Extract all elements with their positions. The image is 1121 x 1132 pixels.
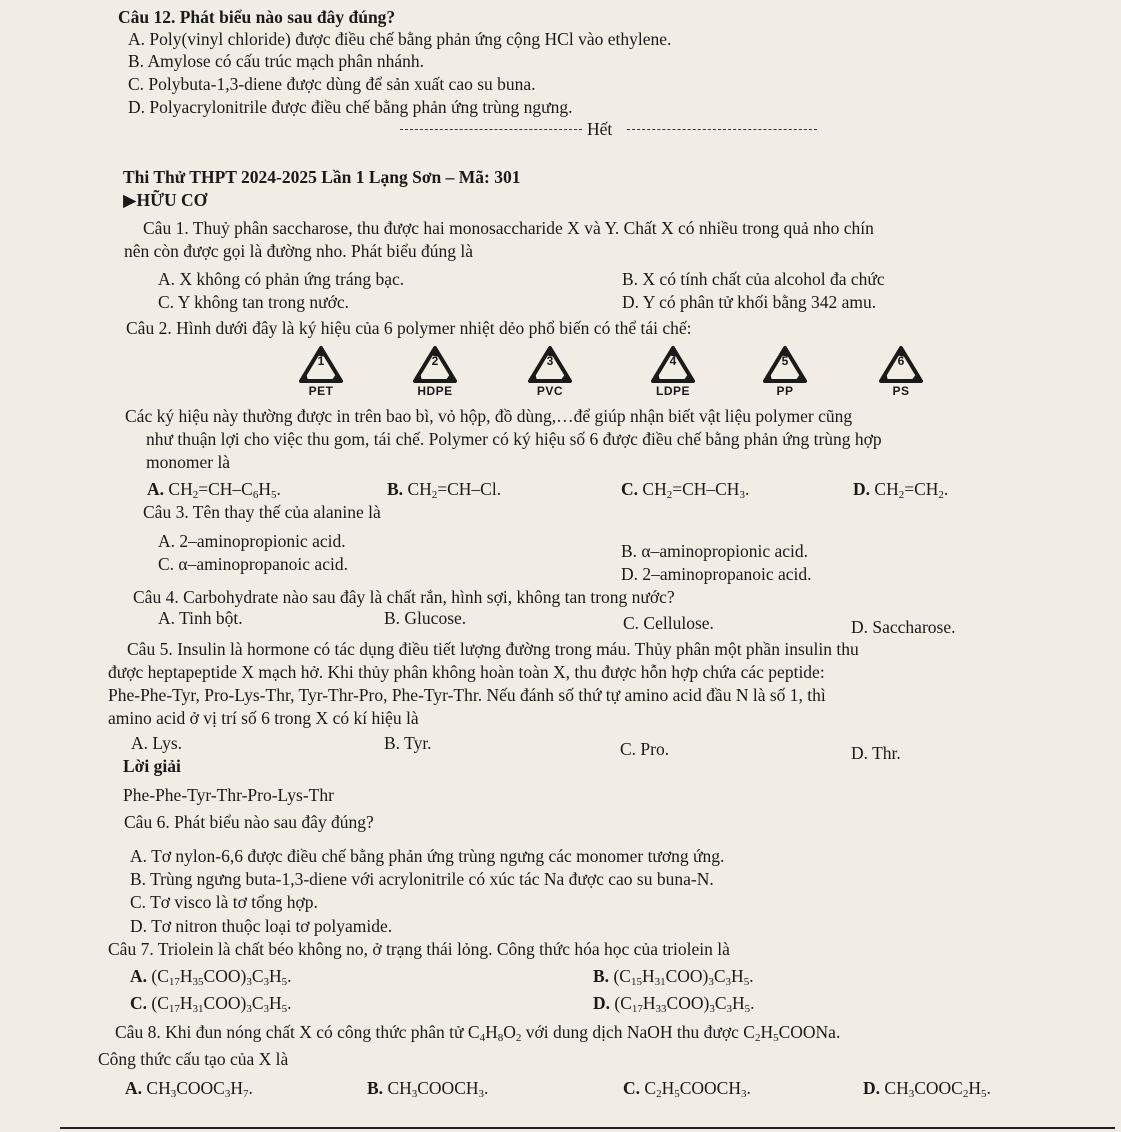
bottom-divider <box>60 1127 1115 1129</box>
q2-option-b: B. $CH_2=CH-Cl$. <box>387 479 502 501</box>
q1-option-d: D. Y có phân tử khối bằng 342 amu. <box>622 292 877 312</box>
symbol-number: 5 <box>781 354 789 368</box>
recycle-symbol-1 <box>291 345 351 398</box>
q1-stem-line1: Câu 1. Thuỷ phân saccharose, thu được hai monosaccharide X và Y. Chất X có nhiều trong quả nho chín <box>143 218 874 238</box>
q3-option-d: D. 2–aminopropanoic acid. <box>621 564 812 584</box>
q1-option-b: B. X có tính chất của alcohol đa chức <box>622 269 885 289</box>
q1-stem-line2: nên còn được gọi là đường nho. Phát biểu đúng là <box>124 241 474 261</box>
q12-option-a: A. Poly(vinyl chloride) được điều chế bằng phản ứng cộng HCl vào ethylene. <box>128 29 672 49</box>
recycle-symbol-2 <box>405 345 465 398</box>
symbol-number: 3 <box>546 354 554 368</box>
q5-stem-line2: được heptapeptide X mạch hở. Khi thủy phân không hoàn toàn X, thu được hỗn hợp chứa các peptide: <box>108 662 825 682</box>
formula: $(C_{17}H_{35}COO)_3C_3H_5$. <box>151 966 292 988</box>
q5-option-c: C. Pro. <box>620 739 670 759</box>
q12-option-d: D. Polyacrylonitrile được điều chế bằng phản ứng trùng ngưng. <box>128 97 573 117</box>
q12-option-b: B. Amylose có cấu trúc mạch phân nhánh. <box>128 51 424 71</box>
symbol-label: PS <box>892 384 910 398</box>
formula: $C_4H_8O_2$ <box>467 1022 522 1044</box>
formula: $CH_2=CH_2$. <box>874 479 949 501</box>
q1-option-c: C. Y không tan trong nước. <box>158 292 349 312</box>
q5-stem-line1: Câu 5. Insulin là hormone có tác dụng điều tiết lượng đường trong máu. Thủy phân một phần insulin thu <box>127 639 859 659</box>
symbol-label: PP <box>776 384 794 398</box>
formula: $CH_3COOC_2H_5$. <box>884 1078 991 1100</box>
q5-option-a: A. Lys. <box>131 733 183 753</box>
symbol-label: PVC <box>536 384 564 398</box>
q6-option-a: A. Tơ nylon-6,6 được điều chế bằng phản ứng trùng ngưng các monomer tương ứng. <box>130 846 725 866</box>
formula: $C_2H_5COONa$. <box>743 1022 841 1044</box>
q8-option-b: B. $CH_3COOCH_3$. <box>367 1078 489 1100</box>
q7-option-c: C. $(C_{17}H_{31}COO)_3C_3H_5$. <box>130 993 292 1015</box>
q4-option-d: D. Saccharose. <box>851 617 956 637</box>
q5-stem-line3: Phe-Phe-Tyr, Pro-Lys-Thr, Tyr-Thr-Pro, Phe-Tyr-Thr. Nếu đánh số thứ tự amino acid đầu N là số 1, thì <box>108 685 826 705</box>
q8-option-c: C. $C_2H_5COOCH_3$. <box>623 1078 751 1100</box>
recycle-symbol-6 <box>871 345 931 398</box>
symbol-label: LDPE <box>655 384 690 398</box>
q12-option-c: C. Polybuta-1,3-diene được dùng để sản xuất cao su buna. <box>128 74 536 94</box>
solution-heading: Lời giải <box>123 756 181 776</box>
q3-stem: Câu 3. Tên thay thế của alanine là <box>143 502 381 522</box>
q4-option-b: B. Glucose. <box>384 608 467 628</box>
formula: $(C_{15}H_{31}COO)_3C_3H_5$. <box>613 966 754 988</box>
q2-option-a: A. $CH_2=CH-C_6H_5$. <box>147 479 281 501</box>
end-divider-left <box>400 129 582 130</box>
q5-option-b: B. Tyr. <box>384 733 432 753</box>
section-heading: ▶HỮU CƠ <box>123 190 208 210</box>
q6-option-d: D. Tơ nitron thuộc loại tơ polyamide. <box>130 916 393 936</box>
q3-option-c: C. α–aminopropanoic acid. <box>158 554 348 574</box>
end-label: Hết <box>587 119 613 139</box>
formula: $C_2H_5COOCH_3$. <box>644 1078 751 1100</box>
formula: $CH_3COOC_3H_7$. <box>146 1078 253 1100</box>
q8-stem-line2: Công thức cấu tạo của X là <box>98 1049 289 1069</box>
formula: $(C_{17}H_{33}COO)_3C_3H_5$. <box>614 993 755 1015</box>
q6-option-b: B. Trùng ngưng buta-1,3-diene với acrylonitrile có xúc tác Na được cao su buna-N. <box>130 869 714 889</box>
q4-option-c: C. Cellulose. <box>623 613 714 633</box>
q6-option-c: C. Tơ visco là tơ tổng hợp. <box>130 892 318 912</box>
q3-option-b: B. α–aminopropionic acid. <box>621 541 809 561</box>
formula: $CH_3COOCH_3$. <box>387 1078 489 1100</box>
solution-text: Phe-Phe-Tyr-Thr-Pro-Lys-Thr <box>123 785 334 805</box>
q1-option-a: A. X không có phản ứng tráng bạc. <box>158 269 405 289</box>
exam-title: Thi Thử THPT 2024-2025 Lần 1 Lạng Sơn – Mã: 301 <box>123 167 521 187</box>
q2-text-line2: như thuận lợi cho việc thu gom, tái chế. Polymer có ký hiệu số 6 được điều chế bằng phản ứng trùng hợp <box>146 429 882 449</box>
q2-text-line1: Các ký hiệu này thường được in trên bao bì, vỏ hộp, đồ dùng,…để giúp nhận biết vật liệu polymer cũng <box>125 406 853 426</box>
q8-option-a: A. $CH_3COOC_3H_7$. <box>125 1078 253 1100</box>
play-marker-icon: ▶ <box>123 190 137 210</box>
symbol-number: 4 <box>669 354 677 368</box>
end-divider-right <box>627 129 817 130</box>
q4-option-a: A. Tinh bột. <box>158 608 243 628</box>
q5-stem-line4: amino acid ở vị trí số 6 trong X có kí hiệu là <box>108 708 419 728</box>
q7-option-a: A. $(C_{17}H_{35}COO)_3C_3H_5$. <box>130 966 292 988</box>
q2-option-d: D. $CH_2=CH_2$. <box>853 479 949 501</box>
formula: $CH_2=CH-CH_3$. <box>642 479 750 501</box>
q8-option-d: D. $CH_3COOC_2H_5$. <box>863 1078 991 1100</box>
symbol-label: HDPE <box>417 384 453 398</box>
q7-option-b: B. $(C_{15}H_{31}COO)_3C_3H_5$. <box>593 966 754 988</box>
recycle-symbol-4 <box>643 345 703 398</box>
recycle-symbol-5 <box>755 345 815 398</box>
q8-stem-line1: Câu 8. Khi đun nóng chất X có công thức phân tử $C_4H_8O_2$ với dung dịch NaOH thu được $C_2H_5COONa$. <box>115 1022 841 1044</box>
symbol-label: PET <box>308 384 334 398</box>
symbol-number: 6 <box>897 354 905 368</box>
q2-stem: Câu 2. Hình dưới đây là ký hiệu của 6 polymer nhiệt dẻo phổ biến có thể tái chế: <box>126 318 692 338</box>
q5-option-d: D. Thr. <box>851 743 901 763</box>
symbol-number: 2 <box>431 354 439 368</box>
q7-stem: Câu 7. Triolein là chất béo không no, ở trạng thái lỏng. Công thức hóa học của triolein là <box>108 939 730 959</box>
formula: $CH_2=CH-C_6H_5$. <box>168 479 281 501</box>
q4-stem: Câu 4. Carbohydrate nào sau đây là chất rắn, hình sợi, không tan trong nước? <box>133 587 675 607</box>
q2-option-c: C. $CH_2=CH-CH_3$. <box>621 479 750 501</box>
q7-option-d: D. $(C_{17}H_{33}COO)_3C_3H_5$. <box>593 993 755 1015</box>
q2-text-line3: monomer là <box>146 452 231 472</box>
symbol-number: 1 <box>317 354 325 368</box>
q3-option-a: A. 2–aminopropionic acid. <box>158 531 346 551</box>
formula: $(C_{17}H_{31}COO)_3C_3H_5$. <box>151 993 292 1015</box>
q12-stem: Câu 12. Phát biểu nào sau đây đúng? <box>118 7 396 27</box>
formula: $CH_2=CH-Cl$. <box>407 479 502 501</box>
recycle-symbol-3 <box>520 345 580 398</box>
q6-stem: Câu 6. Phát biểu nào sau đây đúng? <box>124 812 374 832</box>
